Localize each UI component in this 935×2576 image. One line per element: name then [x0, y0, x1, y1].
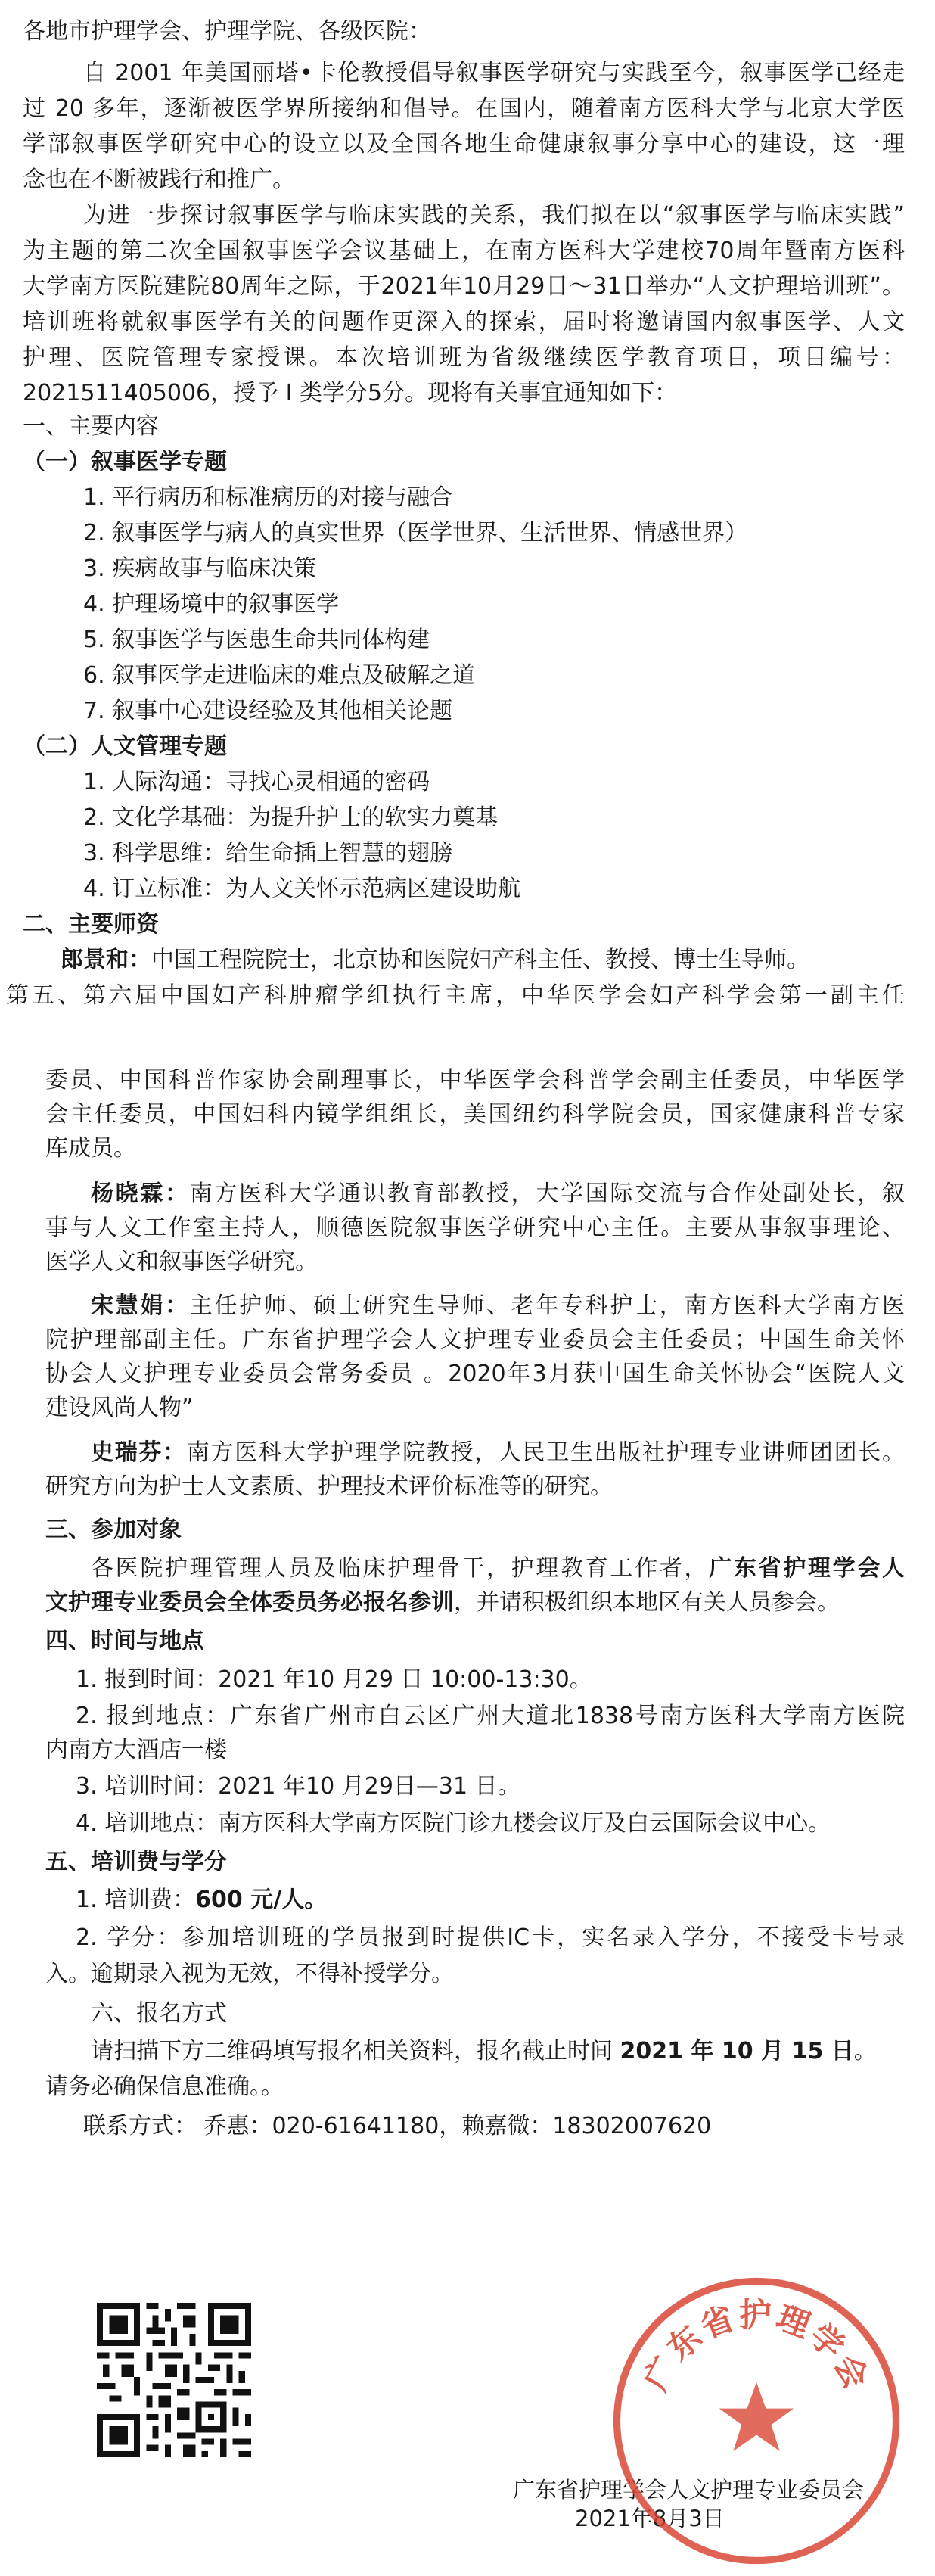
teacher-bio-line: 院护理部副主任。广东省护理学会人文护理专业委员会主任委员；中国生命关怀: [45, 1327, 905, 1353]
intro-line: 学部叙事医学研究中心的设立以及全国各地生命健康叙事分享中心的建设，这一理: [23, 131, 905, 157]
registration-line: 请务必确保信息准确。。: [45, 2074, 284, 2100]
teacher-bio-line: 委员、中国科普作家协会副理事长，中华医学会科普学会副主任委员，中华医学: [45, 1067, 905, 1094]
teacher-bio: 南方医科大学通识教育部教授，大学国际交流与合作处副处长，叙: [189, 1181, 905, 1207]
list-item: 3. 培训时间：2021 年10 月29日—31 日。: [76, 1773, 520, 1800]
subsection-heading: （一）叙事医学专题: [23, 449, 227, 475]
section-heading: 六、报名方式: [91, 2000, 227, 2027]
teacher-line: [91, 1438, 905, 1468]
teacher-bio-line: 研究方向为护士人文素质、护理技术评价标准等的研究。: [45, 1473, 613, 1500]
list-item: 5. 叙事医学与医患生命共同体构建: [83, 627, 430, 653]
salutation: 各地市护理学会、护理学院、各级医院：: [23, 18, 431, 45]
teacher-bio: 中国工程院院士，北京协和医院妇产科主任、教授、博士生导师。: [151, 947, 809, 973]
intro-line: 为进一步探讨叙事医学与临床实践的关系，我们拟在以“叙事医学与临床实践”: [83, 202, 905, 229]
qr-code-icon[interactable]: [97, 2303, 251, 2457]
intro-line: 大学南方医院建院80周年之际，于2021年10月29日～31日举办“人文护理培训班”。: [23, 273, 905, 300]
list-item: 3. 科学思维：给生命插上智慧的翅膀: [83, 840, 453, 866]
intro-line: 为主题的第二次全国叙事医学会议基础上，在南方医科大学建校70周年暨南方医科: [23, 238, 905, 264]
subsection-heading: （二）人文管理专题: [23, 733, 227, 760]
participants-line: 各医院护理管理人员及临床护理骨干，护理教育工作者，广东省护理学会人: [91, 1555, 905, 1582]
intro-line: 念也在不断被践行和推广。: [23, 166, 295, 193]
teacher-bio: 南方医科大学护理学院教授，人民卫生出版社护理专业讲师团团长。: [186, 1439, 905, 1466]
list-item: 2. 叙事医学与病人的真实世界（医学世界、生活世界、情感世界）: [83, 520, 748, 546]
teacher-bio: 主任护师、硕士研究生导师、老年专科护士，南方医科大学南方医: [189, 1293, 905, 1319]
fee-line: 1. 培训费：600 元/人。: [76, 1887, 328, 1913]
signature-org: 广东省护理学会人文护理专业委员会: [513, 2477, 865, 2503]
intro-line: 2021511405006，授予 I 类学分5分。现将有关事宜通知如下：: [23, 380, 678, 406]
credit-line: 2. 学分：参加培训班的学员报到时提供IC卡，实名录入学分，不接受卡号录: [76, 1924, 905, 1951]
list-item: 2. 文化学基础：为提升护士的软实力奠基: [83, 804, 499, 831]
list-item: 4. 培训地点：南方医科大学南方医院门诊九楼会议厅及白云国际会议中心。: [76, 1810, 831, 1837]
teacher-line: [91, 1179, 905, 1209]
teacher-line: [61, 945, 905, 975]
official-seal: [601, 2266, 912, 2576]
teacher-bio-line: 会主任委员，中国妇科内镜学组组长，美国纽约科学院会员，国家健康科普专家: [45, 1101, 905, 1128]
section-heading: 五、培训费与学分: [45, 1849, 227, 1875]
teacher-bio-line: 协会人文护理专业委员会常务委员 。2020年3月获中国生命关怀协会“医院人文: [45, 1361, 905, 1387]
teacher-name: 宋慧娟：: [91, 1293, 190, 1319]
teacher-line: [91, 1291, 905, 1321]
teacher-name: 史瑞芬：: [91, 1439, 187, 1466]
teacher-bio-line: 库成员。: [45, 1135, 136, 1162]
list-item: 4. 护理场境中的叙事医学: [83, 591, 340, 618]
section-heading: 二、主要师资: [23, 911, 159, 938]
intro-line: 自 2001 年美国丽塔•卡伦教授倡导叙事医学研究与实践至今，叙事医学已经走: [83, 60, 905, 86]
list-item: 6. 叙事医学走进临床的难点及破解之道: [83, 662, 476, 689]
section-heading: 四、时间与地点: [45, 1628, 204, 1654]
list-item: 内南方大酒店一楼: [45, 1737, 227, 1763]
registration-line: 请扫描下方二维码填写报名相关资料，报名截止时间 2021 年 10 月 15 日。: [91, 2038, 877, 2064]
credit-line: 入。逾期录入视为无效，不得补授学分。: [45, 1961, 454, 1987]
participants-line: 文护理专业委员会全体委员务必报名参训，并请积极组织本地区有关人员参会。: [45, 1589, 840, 1616]
seal-text: 广东省护理学会: [637, 2296, 876, 2397]
section-heading: 一、主要内容: [23, 413, 159, 440]
teacher-name: 杨晓霖：: [91, 1181, 190, 1207]
section-heading: 三、参加对象: [45, 1517, 182, 1543]
list-item: 7. 叙事中心建设经验及其他相关论题: [83, 698, 453, 724]
intro-line: 培训班将就叙事医学有关的问题作更深入的探索，届时将邀请国内叙事医学、人文: [23, 309, 905, 335]
contact-line: 联系方式： 乔惠：020-61641180，赖嘉微：18302007620: [83, 2113, 712, 2139]
teacher-bio-line: 第五、第六届中国妇产科肿瘤学组执行主席，中华医学会妇产科学会第一副主任: [6, 982, 905, 1009]
teacher-bio-line: 事与人文工作室主持人，顺德医院叙事医学研究中心主任。主要从事叙事理论、: [45, 1215, 905, 1241]
list-item: 1. 人际沟通：寻找心灵相通的密码: [83, 769, 430, 795]
list-item: 1. 报到时间：2021 年10 月29 日 10:00-13:30。: [76, 1666, 592, 1693]
list-item: 3. 疾病故事与临床决策: [83, 555, 317, 582]
signature-date: 2021年8月3日: [575, 2506, 725, 2531]
intro-line: 过 20 多年，逐渐被医学界所接纳和倡导。在国内，随着南方医科大学与北京大学医: [23, 95, 905, 122]
list-item: 1. 平行病历和标准病历的对接与融合: [83, 484, 453, 511]
seal-star: [719, 2382, 794, 2451]
teacher-bio-line: 医学人文和叙事医学研究。: [45, 1249, 318, 1275]
list-item: 4. 订立标准：为人文关怀示范病区建设助航: [83, 876, 521, 902]
list-item: 2. 报到地点：广东省广州市白云区广州大道北1838号南方医科大学南方医院: [76, 1703, 905, 1729]
teacher-bio-line: 建设风尚人物”: [45, 1395, 194, 1421]
teacher-name: 郎景和：: [61, 947, 151, 973]
intro-line: 护理、医院管理专家授课。本次培训班为省级继续医学教育项目，项目编号：: [23, 344, 905, 371]
